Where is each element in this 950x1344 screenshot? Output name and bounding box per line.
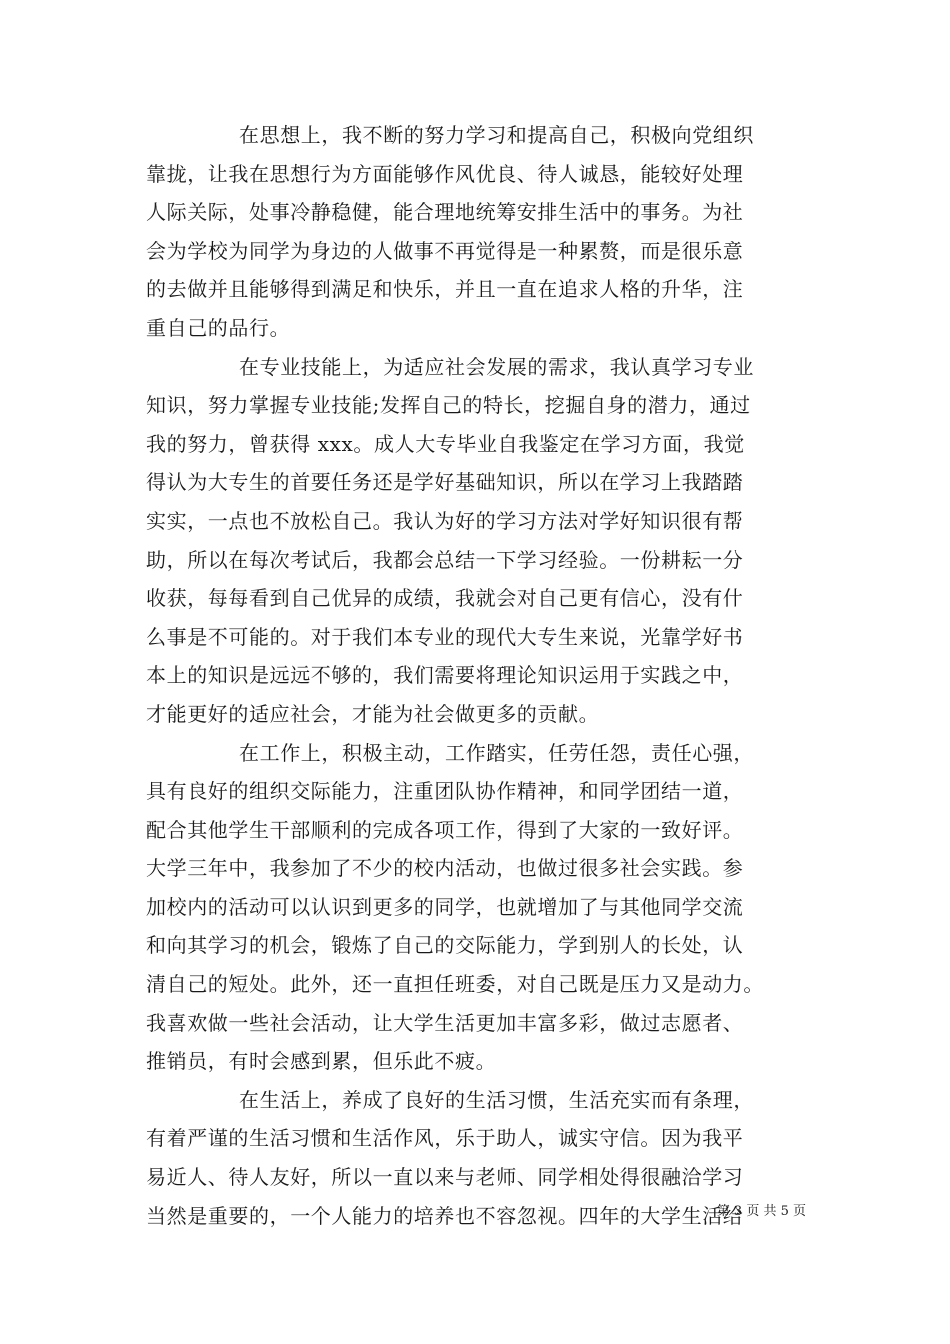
text-line: 有着严谨的生活习惯和生活作风，乐于助人，诚实守信。因为我平 [146,1126,744,1151]
text-line: 会为学校为同学为身边的人做事不再觉得是一种累赘，而是很乐意 [146,238,744,263]
text-line: 得认为大专生的首要任务还是学好基础知识，所以在学习上我踏踏 [146,470,744,495]
text-line: 推销员，有时会感到累，但乐此不疲。 [146,1049,497,1074]
page-number: 第 3 页 共 5 页 [716,1204,806,1219]
text-line: 重自己的品行。 [146,315,291,340]
text-line: 在工作上，积极主动，工作踏实，任劳任怨，责任心强， [239,740,754,765]
text-line: 的去做并且能够得到满足和快乐，并且一直在追求人格的升华，注 [146,277,744,302]
text-line: 知识，努力掌握专业技能;发挥自己的特长，挖掘自身的潜力，通过 [146,393,751,418]
text-line: 我喜欢做一些社会活动，让大学生活更加丰富多彩，做过志愿者、 [146,1010,744,1035]
text-line: 配合其他学生干部顺利的完成各项工作，得到了大家的一致好评。 [146,817,744,842]
paragraph-professional-skills [146,348,826,734]
text-line: 在生活上，养成了良好的生活习惯，生活充实而有条理， [239,1087,754,1112]
text-line: 加校内的活动可以认识到更多的同学，也就增加了与其他同学交流 [146,894,744,919]
text-line: 我的努力，曾获得 xxx。成人大专毕业自我鉴定在学习方面，我觉 [146,431,745,456]
text-line: 和向其学习的机会，锻炼了自己的交际能力，学到别人的长处，认 [146,933,744,958]
text-line: 大学三年中，我参加了不少的校内活动，也做过很多社会实践。参 [146,856,744,881]
text-line: 在专业技能上，为适应社会发展的需求，我认真学习专业 [239,354,754,379]
text-line: 实实，一点也不放松自己。我认为好的学习方法对学好知识很有帮 [146,508,744,533]
text-line: 在思想上，我不断的努力学习和提高自己，积极向党组织 [239,123,754,147]
paragraph-thought [146,116,826,348]
text-line: 靠拢，让我在思想行为方面能够作风优良、待人诚恳，能较好处理 [146,161,744,186]
text-line: 人际关际，处事冷静稳健，能合理地统筹安排生活中的事务。为社 [146,200,744,225]
text-line: 具有良好的组织交际能力，注重团队协作精神，和同学团结一道， [146,779,744,804]
text-line: 助，所以在每次考试后，我都会总结一下学习经验。一份耕耘一分 [146,547,744,572]
paragraph-work [146,734,826,1081]
text-line: 当然是重要的，一个人能力的培养也不容忽视。四年的大学生活给 [146,1203,744,1228]
document-body [146,116,826,1235]
text-line: 清自己的短处。此外，还一直担任班委，对自己既是压力又是动力。 [146,972,764,997]
text-line: 本上的知识是远远不够的，我们需要将理论知识运用于实践之中， [146,663,744,688]
text-line: 易近人、待人友好，所以一直以来与老师、同学相处得很融洽学习 [146,1165,744,1190]
text-line: 收获，每每看到自己优异的成绩，我就会对自己更有信心，没有什 [146,586,744,611]
text-line: 才能更好的适应社会，才能为社会做更多的贡献。 [146,701,600,726]
text-line: 么事是不可能的。对于我们本专业的现代大专生来说，光靠学好书 [146,624,744,649]
